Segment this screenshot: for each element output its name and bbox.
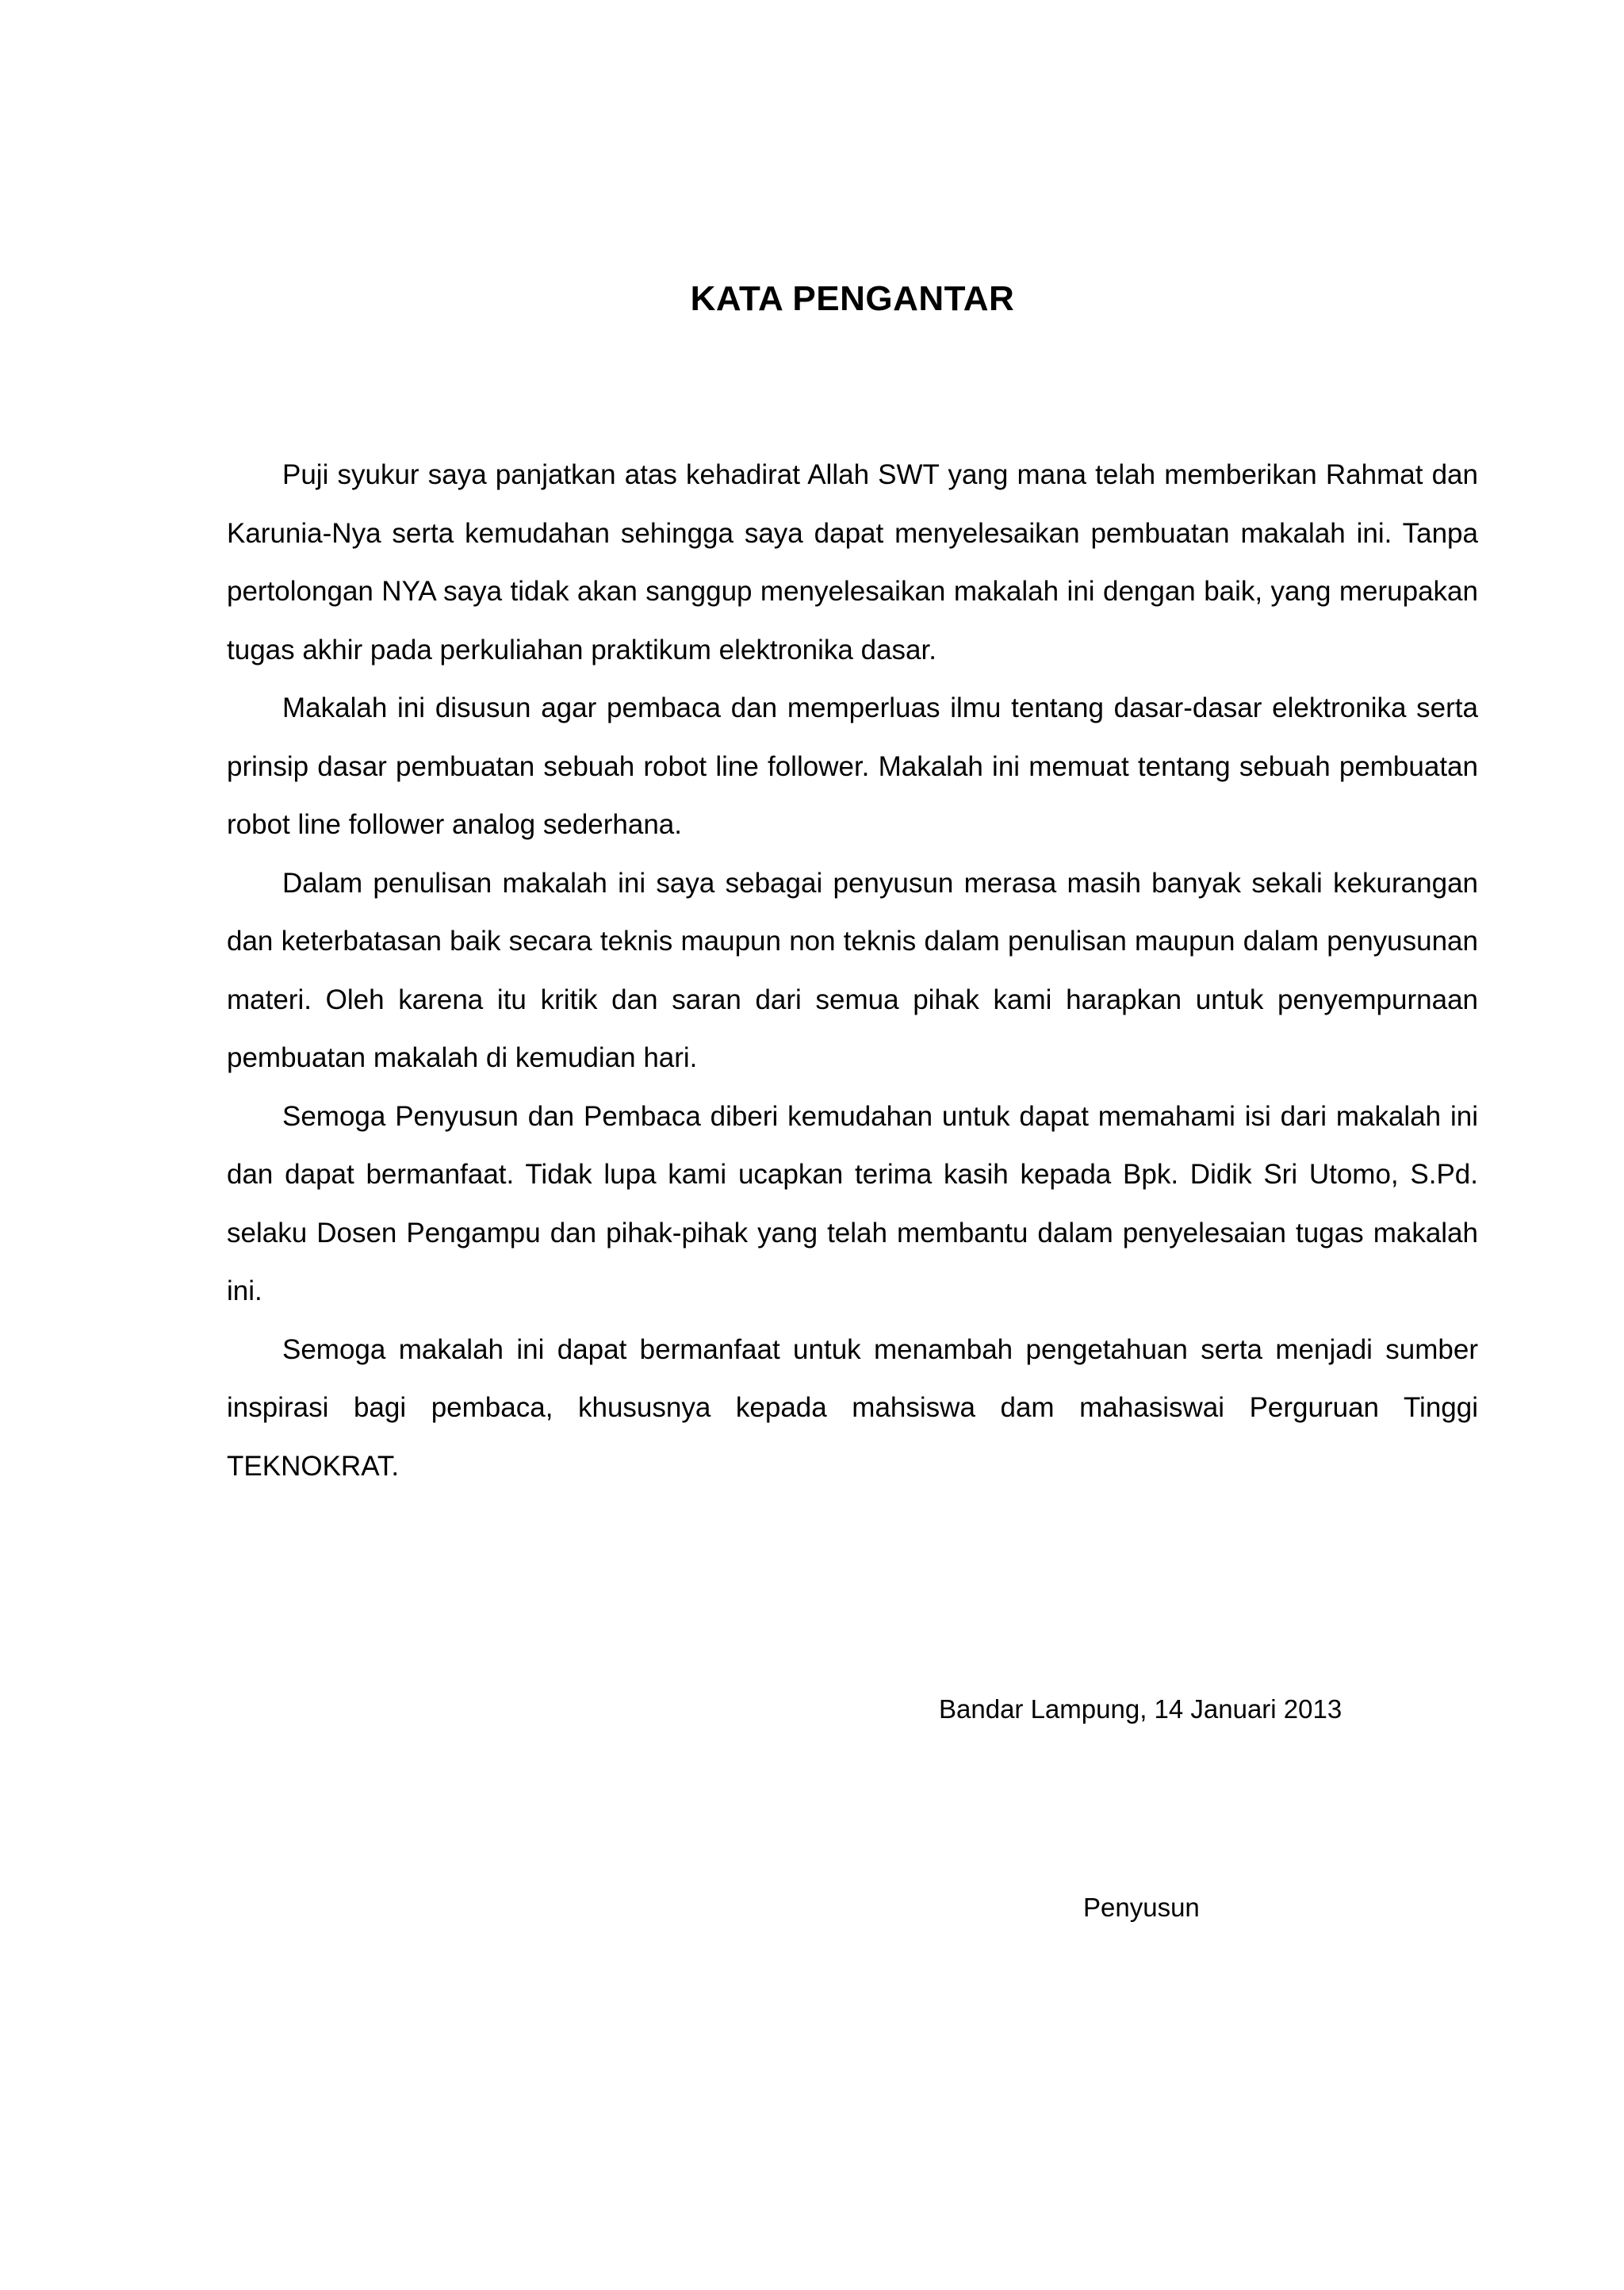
body-text <box>227 446 1478 1495</box>
page-title: KATA PENGANTAR <box>690 279 1015 319</box>
place-date: Bandar Lampung, 14 Januari 2013 <box>939 1694 1342 1724</box>
paragraph: Semoga makalah ini dapat bermanfaat untuk menambah pengetahuan serta menjadi sumber inspirasi bagi pembaca, khususnya kepada mahsiswa dam mahasiswai Perguruan Tinggi TEKNOKRAT. <box>227 1333 1478 1482</box>
paragraph: Semoga Penyusun dan Pembaca diberi kemudahan untuk dapat memahami isi dari makalah ini dan dapat bermanfaat. Tidak lupa kami ucapkan terima kasih kepada Bpk. Didik Sri Utomo, S.Pd. selaku Dosen Pengampu dan pihak-pihak yang telah membantu dalam penyelesaian tugas makalah ini. <box>227 1100 1478 1306</box>
paragraph: Makalah ini disusun agar pembaca dan memperluas ilmu tentang dasar-dasar elektronika serta prinsip dasar pembuatan sebuah robot line follower. Makalah ini memuat tentang sebuah pembuatan robot line follower analog sederhana. <box>227 692 1478 840</box>
paragraph: Puji syukur saya panjatkan atas kehadirat Allah SWT yang mana telah memberikan Rahmat dan Karunia-Nya serta kemudahan sehingga saya dapat menyelesaikan pembuatan makalah ini. Tanpa pertolongan NYA saya tidak akan sanggup menyelesaikan makalah ini dengan baik, yang merupakan tugas akhir pada perkuliahan praktikum elektronika dasar. <box>227 459 1478 666</box>
paragraph: Dalam penulisan makalah ini saya sebagai penyusun merasa masih banyak sekali kekurangan dan keterbatasan baik secara teknis maupun non teknis dalam penulisan maupun dalam penyusunan materi. Oleh karena itu kritik dan saran dari semua pihak kami harapkan untuk penyempurnaan pembuatan makalah di kemudian hari. <box>227 867 1478 1073</box>
signature-author: Penyusun <box>1083 1893 1200 1922</box>
